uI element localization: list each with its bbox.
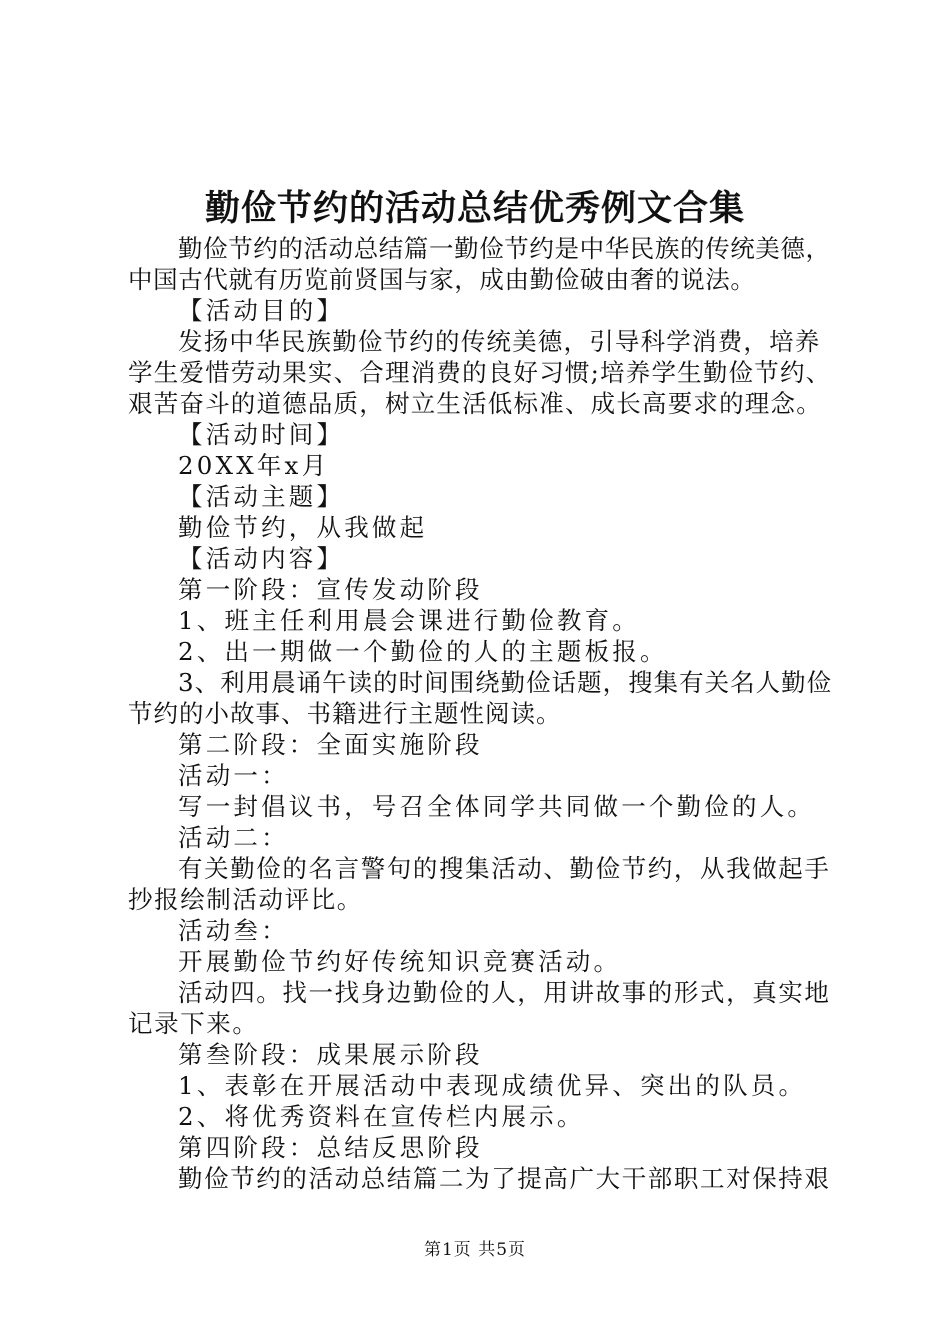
- document-body: [128, 233, 832, 1194]
- paragraph-line: 勤俭节约，从我做起: [178, 513, 428, 542]
- paragraph: [128, 295, 832, 326]
- paragraph-line: 【活动内容】: [178, 544, 345, 573]
- paragraph-line: 发扬中华民族勤俭节约的传统美德，引导科学消费，培养: [178, 327, 821, 356]
- paragraph: [128, 512, 832, 543]
- paragraph: [128, 946, 832, 977]
- paragraph: [128, 233, 832, 295]
- paragraph-line: 勤俭节约的活动总结篇一勤俭节约是中华民族的传统美德，: [178, 234, 831, 263]
- paragraph-line: 1、表彰在开展活动中表现成绩优异、突出的队员。: [178, 1071, 807, 1100]
- paragraph: [128, 574, 832, 605]
- paragraph-line: 1、班主任利用晨会课进行勤俭教育。: [178, 606, 640, 635]
- paragraph: [128, 760, 832, 791]
- paragraph-line: 【活动主题】: [178, 482, 345, 511]
- paragraph-line: 活动叁：: [178, 916, 289, 945]
- paragraph: [128, 1163, 832, 1194]
- paragraph-line: 20XX年x月: [178, 451, 330, 480]
- paragraph-line: 写一封倡议书，号召全体同学共同做一个勤俭的人。: [178, 792, 816, 821]
- paragraph: [128, 326, 832, 419]
- paragraph-line: 2、将优秀资料在宣传栏内展示。: [178, 1102, 585, 1131]
- paragraph-line: 有关勤俭的名言警句的搜集活动、勤俭节约，从我做起手: [178, 854, 831, 883]
- paragraph: [128, 543, 832, 574]
- paragraph: [128, 1039, 832, 1070]
- paragraph-line: 记录下来。: [128, 1009, 259, 1038]
- paragraph-line: 抄报绘制活动评比。: [128, 885, 363, 914]
- paragraph-line: 学生爱惜劳动果实、合理消费的良好习惯;培养学生勤俭节约、: [128, 358, 832, 387]
- paragraph-line: 勤俭节约的活动总结篇二为了提高广大干部职工对保持艰: [178, 1164, 831, 1193]
- paragraph-line: 第四阶段：总结反思阶段: [178, 1133, 483, 1162]
- paragraph: [128, 1070, 832, 1101]
- paragraph: [128, 1101, 832, 1132]
- paragraph-line: 2、出一期做一个勤俭的人的主题板报。: [178, 637, 668, 666]
- document-title: 勤俭节约的活动总结优秀例文合集: [204, 188, 745, 229]
- paragraph-line: 活动一：: [178, 761, 289, 790]
- paragraph-line: 3、利用晨诵午读的时间围绕勤俭话题，搜集有关名人勤俭: [178, 668, 833, 697]
- paragraph: [128, 915, 832, 946]
- paragraph: [128, 977, 832, 1039]
- paragraph-line: 第叁阶段：成果展示阶段: [178, 1040, 483, 1069]
- paragraph: [128, 636, 832, 667]
- paragraph-line: 开展勤俭节约好传统知识竞赛活动。: [178, 947, 622, 976]
- paragraph-line: 【活动目的】: [178, 296, 345, 325]
- paragraph: [128, 450, 832, 481]
- paragraph: [128, 605, 832, 636]
- paragraph-line: 节约的小故事、书籍进行主题性阅读。: [128, 699, 562, 728]
- paragraph-line: 中国古代就有历览前贤国与家，成由勤俭破由奢的说法。: [128, 265, 756, 294]
- paragraph: [128, 822, 832, 853]
- page-footer: 第1页 共5页: [423, 1240, 527, 1260]
- paragraph: [128, 667, 832, 729]
- paragraph: [128, 1132, 832, 1163]
- paragraph: [128, 419, 832, 450]
- paragraph: [128, 791, 832, 822]
- paragraph-line: 第一阶段：宣传发动阶段: [178, 575, 483, 604]
- paragraph-line: 第二阶段：全面实施阶段: [178, 730, 483, 759]
- paragraph: [128, 729, 832, 760]
- paragraph-line: 活动四。找一找身边勤俭的人，用讲故事的形式，真实地: [178, 978, 831, 1007]
- paragraph: [128, 481, 832, 512]
- paragraph-line: 活动二：: [178, 823, 289, 852]
- paragraph-line: 艰苦奋斗的道德品质，树立生活低标准、成长高要求的理念。: [128, 389, 822, 418]
- paragraph-line: 【活动时间】: [178, 420, 345, 449]
- paragraph: [128, 853, 832, 915]
